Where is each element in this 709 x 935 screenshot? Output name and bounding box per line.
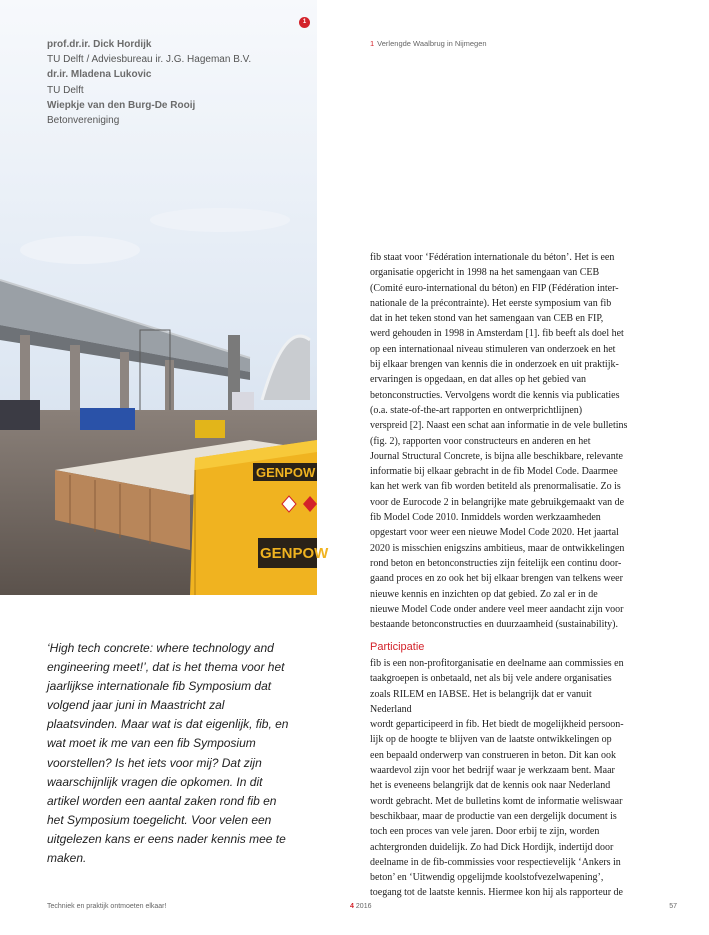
body-line: bestaande betonconstructies en duurzaamheid (sustainability).	[370, 619, 618, 631]
body-text-column-2	[370, 656, 632, 901]
body-line: werd gehouden in 1998 in Amsterdam [1]. fib beeft als doel het	[370, 328, 624, 340]
body-line: waardevol zijn voor het bedrijf waar je werkzaam bent. Maar	[370, 765, 615, 777]
author-affiliation: TU Delft	[47, 84, 84, 96]
body-line: wordt gebracht. Met de bulletins komt de informatie weliswaar	[370, 795, 623, 807]
body-line: verspreid [2]. Naast een schat aan informatie in de vele bulletins	[370, 420, 628, 432]
body-line: (o.a. state-of-the-art rapporten en ontwerprichtlijnen)	[370, 404, 583, 416]
author-name: prof.dr.ir. Dick Hordijk	[47, 39, 152, 50]
body-line: (Comité euro-international du béton) en FIP (Fédération inter-	[370, 282, 619, 294]
body-line: toegang tot de laatste kennis. Hiermee kon hij als rapporteur de	[370, 887, 623, 899]
section-heading: Participatie	[370, 641, 425, 653]
body-line: fib Model Code 2010. Inmiddels worden werkzaamheden	[370, 512, 601, 524]
body-line: wordt geparticipeerd in fib. Het biedt de mogelijkheid persoon-	[370, 719, 624, 731]
body-line: nieuwe kennis en inzichten op dat gebied. Zo zal er in de	[370, 588, 598, 600]
body-line: 2020 is misschien enigszins ambitieus, maar de ontwikkelingen	[370, 542, 625, 554]
body-line: achtergronden duidelijk. Zo had Dick Hordijk, indertijd door	[370, 841, 614, 853]
body-line: (fig. 2), rapporten voor constructeurs en anderen en het	[370, 435, 591, 447]
body-line: betonconstructies. Vervolgens wordt die kennis via publicaties	[370, 389, 620, 401]
body-line: informatie bij elkaar gebracht in de fib Model Code. Daarmee	[370, 466, 618, 478]
body-line: voor de Eurocode 2 in belangrijke mate gebruikgemaakt van de	[370, 496, 625, 508]
body-line: fib is een non-profitorganisatie en deelname aan commissies en	[370, 658, 624, 669]
author-name: Wiepkje van den Burg-De Rooij	[47, 99, 196, 111]
generator-sign-text-lower: GENPOW	[260, 545, 329, 562]
author-name: dr.ir. Mladena Lukovic	[47, 69, 152, 81]
body-line: fib staat voor ‘Fédération internationale du béton’. Het is een	[370, 252, 615, 263]
body-line: lijk op de hoogte te blijven van de laatste ontwikkelingen op	[370, 734, 612, 746]
body-line: taakgroepen is onbetaald, net als bij vele andere organisaties	[370, 673, 612, 685]
footer-tagline: Techniek en praktijk ontmoeten elkaar!	[47, 903, 167, 910]
figure-number: 1	[370, 39, 375, 48]
body-line: nationale de la précontrainte). Het eerste symposium van fib	[370, 297, 612, 309]
page-number: 57	[669, 903, 677, 910]
author-affiliation: Betonvereniging	[47, 115, 120, 127]
intro-text: ‘High tech concrete: where technology and engineering meet!’, dat is het thema voor het jaarlijkse internationale fib Symposium dat volgend jaar juni in Maastricht zal plaatsvinden. Maar wat is dat eigenlijk, fib, en wat moet ik me van een fib Symposium voorstellen? Is het iets voor mij? Dat zijn waarschijnlijk vragen die opkomen. In dit artikel worden een aantal zaken rond fib en het Symposium toegelicht. Voor velen een uitgelezen kans er eens nader kennis mee te maken.	[47, 641, 289, 866]
body-line: ervaringen is opgedaan, en dat alles op het gebied van	[370, 374, 587, 386]
figure-caption-text: Verlengde Waalbrug in Nijmegen	[377, 39, 487, 48]
body-text-column-1	[370, 250, 632, 632]
body-line: organisatie opgericht in 1998 na het samengaan van CEB	[370, 267, 600, 279]
figure-caption	[370, 39, 487, 48]
body-line: gaand proces en zo ook het bij elkaar brengen van telkens weer	[370, 573, 623, 585]
author-affiliation: TU Delft / Adviesbureau ir. J.G. Hageman B.V.	[47, 54, 252, 66]
body-line: nieuwe Model Code onder andere veel meer aandacht zijn voor	[370, 603, 624, 615]
body-line: zoals RILEM en IABSE. Het is belangrijk dat er vanuit Nederland	[370, 688, 592, 715]
body-line: rond beton en betonconstructies zijn feitelijk een continu door-	[370, 557, 622, 569]
body-line: een bepaald onderwerp van construeren in beton. Dit kan ook	[370, 749, 617, 761]
issue-number: 4	[350, 903, 354, 910]
generator-sign-text: GENPOW	[256, 465, 316, 480]
body-line: beschikbaar, maar de productie van een dergelijk document is	[370, 810, 617, 822]
body-line: Journal Structural Concrete, is bijna alle beschikbare, relevante	[370, 450, 623, 462]
body-line: toch een proces van vele jaren. Door erbij te zijn, worden	[370, 826, 600, 838]
body-line: op een internationaal niveau stimuleren van onderzoek en het	[370, 343, 616, 355]
author-block	[47, 37, 251, 128]
body-line: dat in het teken stond van het samengaan van CEB en FIP,	[370, 313, 604, 325]
figure-badge: 1	[299, 17, 310, 28]
body-line: beton’ en ‘Uitwendig opgelijmde koolstofvezelwapening’,	[370, 872, 604, 884]
footer-issue	[350, 903, 371, 910]
body-line: opgestart voor weer een nieuwe Model Code 2020. Het jaartal	[370, 527, 619, 539]
issue-year: 2016	[355, 903, 372, 910]
body-line: bij elkaar brengen van kennis die in onderzoek en uit praktijk-	[370, 359, 619, 371]
body-line: deelname in de fib-commissies voor respectievelijk ‘Ankers in	[370, 856, 621, 868]
body-line: kan het werk van fib worden betiteld als prenormalisatie. Zo is	[370, 481, 621, 493]
body-line: het is eveneens belangrijk dat de kennis ook naar Nederland	[370, 780, 611, 792]
